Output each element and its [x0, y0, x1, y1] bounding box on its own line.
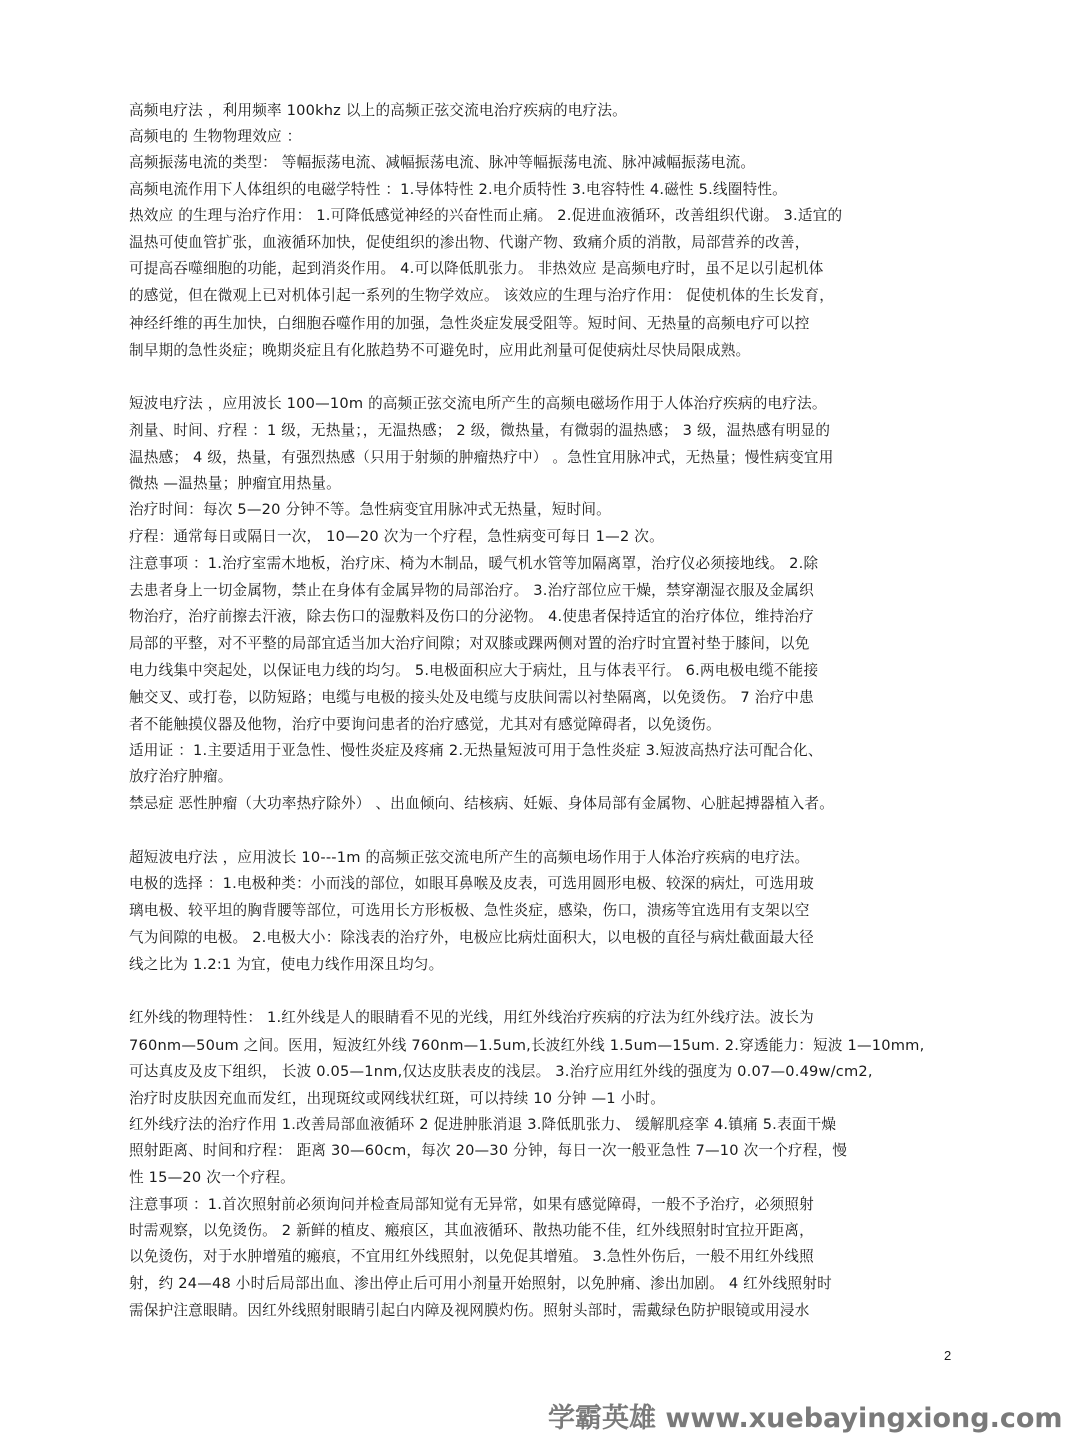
text-line: 温热感； 4 级，热量，有强烈热感（只用于射频的肿瘤热疗中） 。急性宜用脉冲式，无热量；慢性病变宜用	[129, 449, 834, 466]
text-line: 者不能触摸仪器及他物，治疗中要询问患者的治疗感觉，尤其对有感觉障碍者，以免烫伤。	[129, 716, 721, 733]
text-line: 热效应 的生理与治疗作用： 1.可降低感觉神经的兴奋性而止痛。 2.促进血液循环，改善组织代谢。 3.适宜的	[129, 207, 843, 224]
text-line: 制早期的急性炎症；晚期炎症且有化脓趋势不可避免时，应用此剂量可促使病灶尽快局限成熟。	[129, 342, 751, 359]
text-line: 可提高吞噬细胞的功能，起到消炎作用。 4.可以降低肌张力。 非热效应 是高频电疗时，虽不足以引起机体	[129, 260, 824, 277]
text-line: 高频电流作用下人体组织的电磁学特性 ：1.导体特性 2.电介质特性 3.电容特性 4.磁性 5.线圈特性。	[129, 181, 787, 198]
text-line: 性 15—20 次一个疗程。	[129, 1169, 295, 1186]
text-line: 禁忌症 恶性肿瘤（大功率热疗除外） 、出血倾向、结核病、妊娠、身体局部有金属物、心脏起搏器植入者。	[129, 795, 834, 812]
text-line: 超短波电疗法 ，应用波长 10---1m 的高频正弦交流电所产生的高频电场作用于人体治疗疾病的电疗法。	[129, 849, 810, 866]
text-line: 时需观察，以免烫伤。 2 新鲜的植皮、瘢痕区，其血液循环、散热功能不佳，红外线照射时宜拉开距离，	[129, 1222, 814, 1239]
text-line: 需保护注意眼睛。因红外线照射眼睛引起白内障及视网膜灼伤。照射头部时，需戴绿色防护眼镜或用浸水	[129, 1302, 810, 1319]
text-line: 以免烫伤，对于水肿增殖的瘢痕，不宜用红外线照射，以免促其增殖。 3.急性外伤后，一般不用红外线照	[129, 1248, 814, 1265]
text-line: 适用证 ：1.主要适用于亚急性、慢性炎症及疼痛 2.无热量短波可用于急性炎症 3.短波高热疗法可配合化、	[129, 742, 823, 759]
text-line: 红外线疗法的治疗作用 1.改善局部血液循环 2 促进肿胀消退 3.降低肌张力、 缓解肌痉挛 4.镇痛 5.表面干燥	[129, 1116, 837, 1133]
text-line: 治疗时皮肤因充血而发红，出现斑纹或网线状红斑，可以持续 10 分钟 —1 小时。	[129, 1090, 666, 1107]
text-line: 局部的平整，对不平整的局部宜适当加大治疗间隙；对双膝或踝两侧对置的治疗时宜置衬垫于膝间，以免	[129, 635, 810, 652]
text-line: 可达真皮及皮下组织， 长波 0.05—1nm,仅达皮肤表皮的浅层。 3.治疗应用红外线的强度为 0.07—0.49w/cm2,	[129, 1063, 873, 1080]
text-line: 注意事项 ：1.首次照射前必须询问并检查局部知觉有无异常，如果有感觉障碍，一般不予治疗，必须照射	[129, 1196, 814, 1213]
text-line: 的感觉，但在微观上已对机体引起一系列的生物学效应。 该效应的生理与治疗作用： 促使机体的生长发育，	[129, 287, 834, 304]
site-watermark: 学霸英雄 www.xuebayingxiong.com	[548, 1403, 1063, 1434]
text-line: 电力线集中突起处，以保证电力线的均匀。 5.电极面积应大于病灶，且与体表平行。 6.两电极电缆不能接	[129, 662, 819, 679]
text-line: 电极的选择 ：1.电极种类：小而浅的部位，如眼耳鼻喉及皮表，可选用圆形电极、较深的病灶，可选用玻	[129, 875, 814, 892]
text-line: 高频电的 生物物理效应 ：	[129, 128, 302, 145]
text-line: 射，约 24—48 小时后局部出血、渗出停止后可用小剂量开始照射，以免肿痛、渗出加剧。 4 红外线照射时	[129, 1275, 832, 1292]
text-line: 剂量、时间、疗程 ：1 级，无热量；，无温热感； 2 级，微热量，有微弱的温热感； 3 级，温热感有明显的	[129, 422, 831, 439]
text-line: 璃电极、较平坦的胸背腰等部位，可选用长方形板极、急性炎症，感染，伤口，溃疡等宜选用有支架以空	[129, 902, 810, 919]
text-line: 去患者身上一切金属物，禁止在身体有金属异物的局部治疗。 3.治疗部位应干燥，禁穿潮湿衣服及金属织	[129, 582, 814, 599]
text-line: 放疗治疗肿瘤。	[129, 768, 233, 785]
text-line: 高频振荡电流的类型： 等幅振荡电流、减幅振荡电流、脉冲等幅振荡电流、脉冲减幅振荡电流。	[129, 154, 756, 171]
text-line: 短波电疗法 ，应用波长 100—10m 的高频正弦交流电所产生的高频电磁场作用于人体治疗疾病的电疗法。	[129, 395, 827, 412]
page-number: 2	[944, 1348, 952, 1363]
text-line: 物治疗，治疗前擦去汗液，除去伤口的湿敷料及伤口的分泌物。 4.使患者保持适宜的治疗体位，维持治疗	[129, 608, 814, 625]
text-line: 线之比为 1.2:1 为宜，使电力线作用深且均匀。	[129, 956, 444, 973]
text-line: 微热 —温热量；肿瘤宜用热量。	[129, 475, 341, 492]
text-line: 温热可使血管扩张，血液循环加快，促使组织的渗出物、代谢产物、致痛介质的消散，局部营养的改善，	[129, 234, 810, 251]
text-line: 触交叉、或打卷，以防短路；电缆与电极的接头处及电缆与皮肤间需以衬垫隔离，以免烫伤。 7 治疗中患	[129, 689, 814, 706]
text-line: 治疗时间：每次 5—20 分钟不等。急性病变宜用脉冲式无热量，短时间。	[129, 501, 611, 518]
text-line: 神经纤维的再生加快，白细胞吞噬作用的加强，急性炎症发展受阻等。短时间、无热量的高频电疗可以控	[129, 315, 810, 332]
text-line: 疗程：通常每日或隔日一次， 10—20 次为一个疗程，急性病变可每日 1—2 次。	[129, 528, 664, 545]
text-line: 照射距离、时间和疗程： 距离 30—60cm，每次 20—30 分钟，每日一次一般亚急性 7—10 次一个疗程，慢	[129, 1142, 848, 1159]
text-line: 高频电疗法 ，利用频率 100khz 以上的高频正弦交流电治疗疾病的电疗法。	[129, 102, 627, 119]
text-line: 760nm—50um 之间。医用，短波红外线 760nm—1.5um,长波红外线 1.5um—15um. 2.穿透能力：短波 1—10mm,	[129, 1037, 925, 1054]
text-line: 注意事项 ：1.治疗室需木地板，治疗床、椅为木制品，暖气机水管等加隔离罩，治疗仪必须接地线。 2.除	[129, 555, 819, 572]
text-line: 红外线的物理特性： 1.红外线是人的眼睛看不见的光线，用红外线治疗疾病的疗法为红外线疗法。波长为	[129, 1009, 814, 1026]
text-line: 气为间隙的电极。 2.电极大小：除浅表的治疗外，电极应比病灶面积大，以电极的直径与病灶截面最大径	[129, 929, 814, 946]
